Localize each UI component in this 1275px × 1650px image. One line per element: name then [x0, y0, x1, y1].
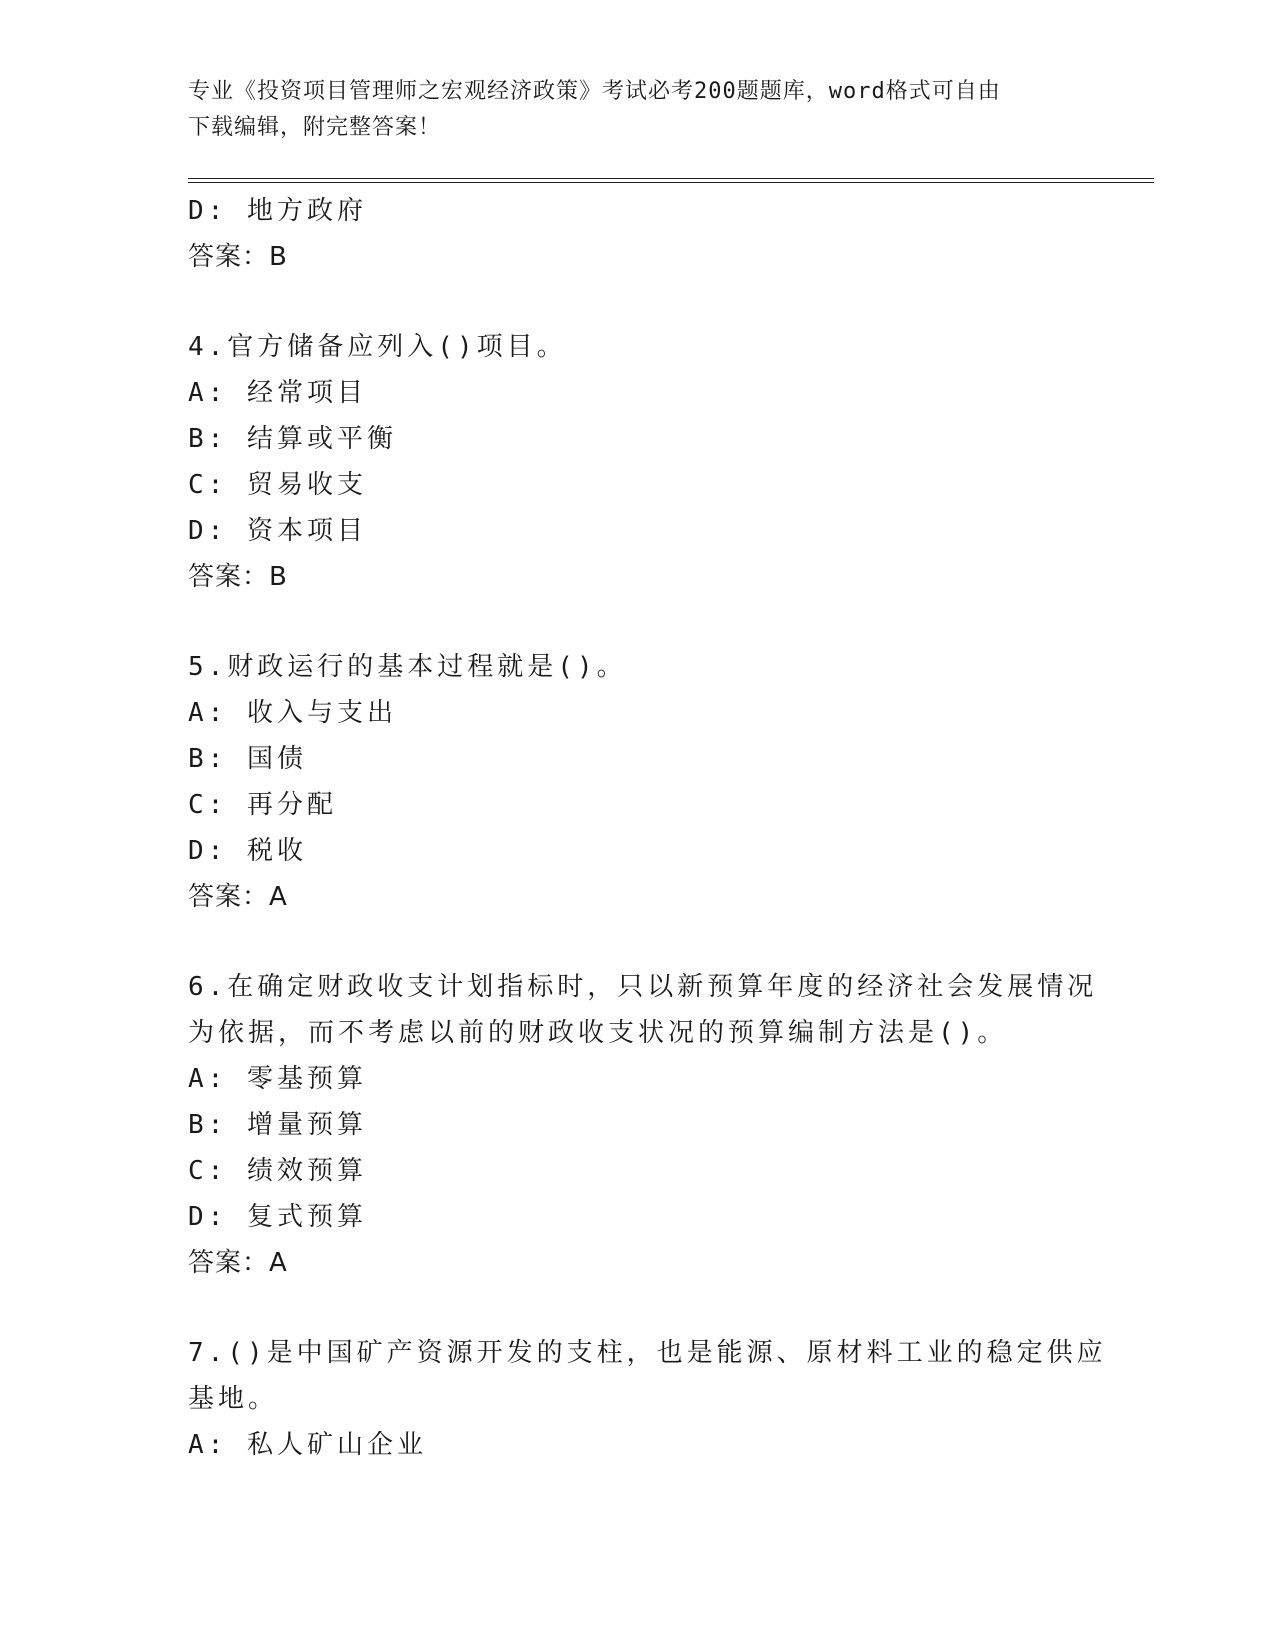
option-c: C: 再分配	[188, 790, 337, 820]
option-b: B: 结算或平衡	[188, 424, 397, 454]
question-6	[188, 964, 1098, 1286]
option-d: D: 地方政府	[188, 196, 367, 226]
option-a: A: 经常项目	[188, 378, 367, 408]
question-stem: 5.财政运行的基本过程就是()。	[188, 652, 627, 682]
option-c: C: 绩效预算	[188, 1156, 367, 1186]
document-header	[188, 74, 1068, 146]
question-stem-line-1: 6.在确定财政收支计划指标时，只以新预算年度的经济社会发展情况	[188, 972, 1098, 1002]
question-stem-line-1: 7.()是中国矿产资源开发的支柱，也是能源、原材料工业的稳定供应	[188, 1338, 1107, 1368]
question-7	[188, 1330, 1107, 1468]
answer: 答案：A	[188, 882, 288, 912]
answer: 答案：A	[188, 1248, 288, 1278]
option-d: D: 复式预算	[188, 1202, 367, 1232]
option-c: C: 贸易收支	[188, 470, 367, 500]
question-stem: 4.官方储备应列入()项目。	[188, 332, 567, 362]
question-list	[188, 188, 1107, 1468]
question-4	[188, 324, 1088, 600]
option-b: B: 国债	[188, 744, 307, 774]
question-5	[188, 644, 1088, 920]
option-d: D: 税收	[188, 836, 307, 866]
option-d: D: 资本项目	[188, 516, 367, 546]
question-stem-line-2: 为依据，而不考虑以前的财政收支状况的预算编制方法是()。	[188, 1018, 1008, 1048]
option-a: A: 零基预算	[188, 1064, 367, 1094]
answer: 答案：B	[188, 242, 288, 272]
option-a: A: 私人矿山企业	[188, 1430, 427, 1460]
header-line-2: 下载编辑，附完整答案！	[188, 115, 442, 140]
header-divider	[188, 178, 1154, 183]
question-stem-line-2: 基地。	[188, 1384, 279, 1414]
question-3-tail	[188, 188, 1088, 280]
option-a: A: 收入与支出	[188, 698, 397, 728]
header-line-1: 专业《投资项目管理师之宏观经济政策》考试必考200题题库，word格式可自由	[188, 79, 1001, 104]
option-b: B: 增量预算	[188, 1110, 367, 1140]
answer: 答案：B	[188, 562, 288, 592]
